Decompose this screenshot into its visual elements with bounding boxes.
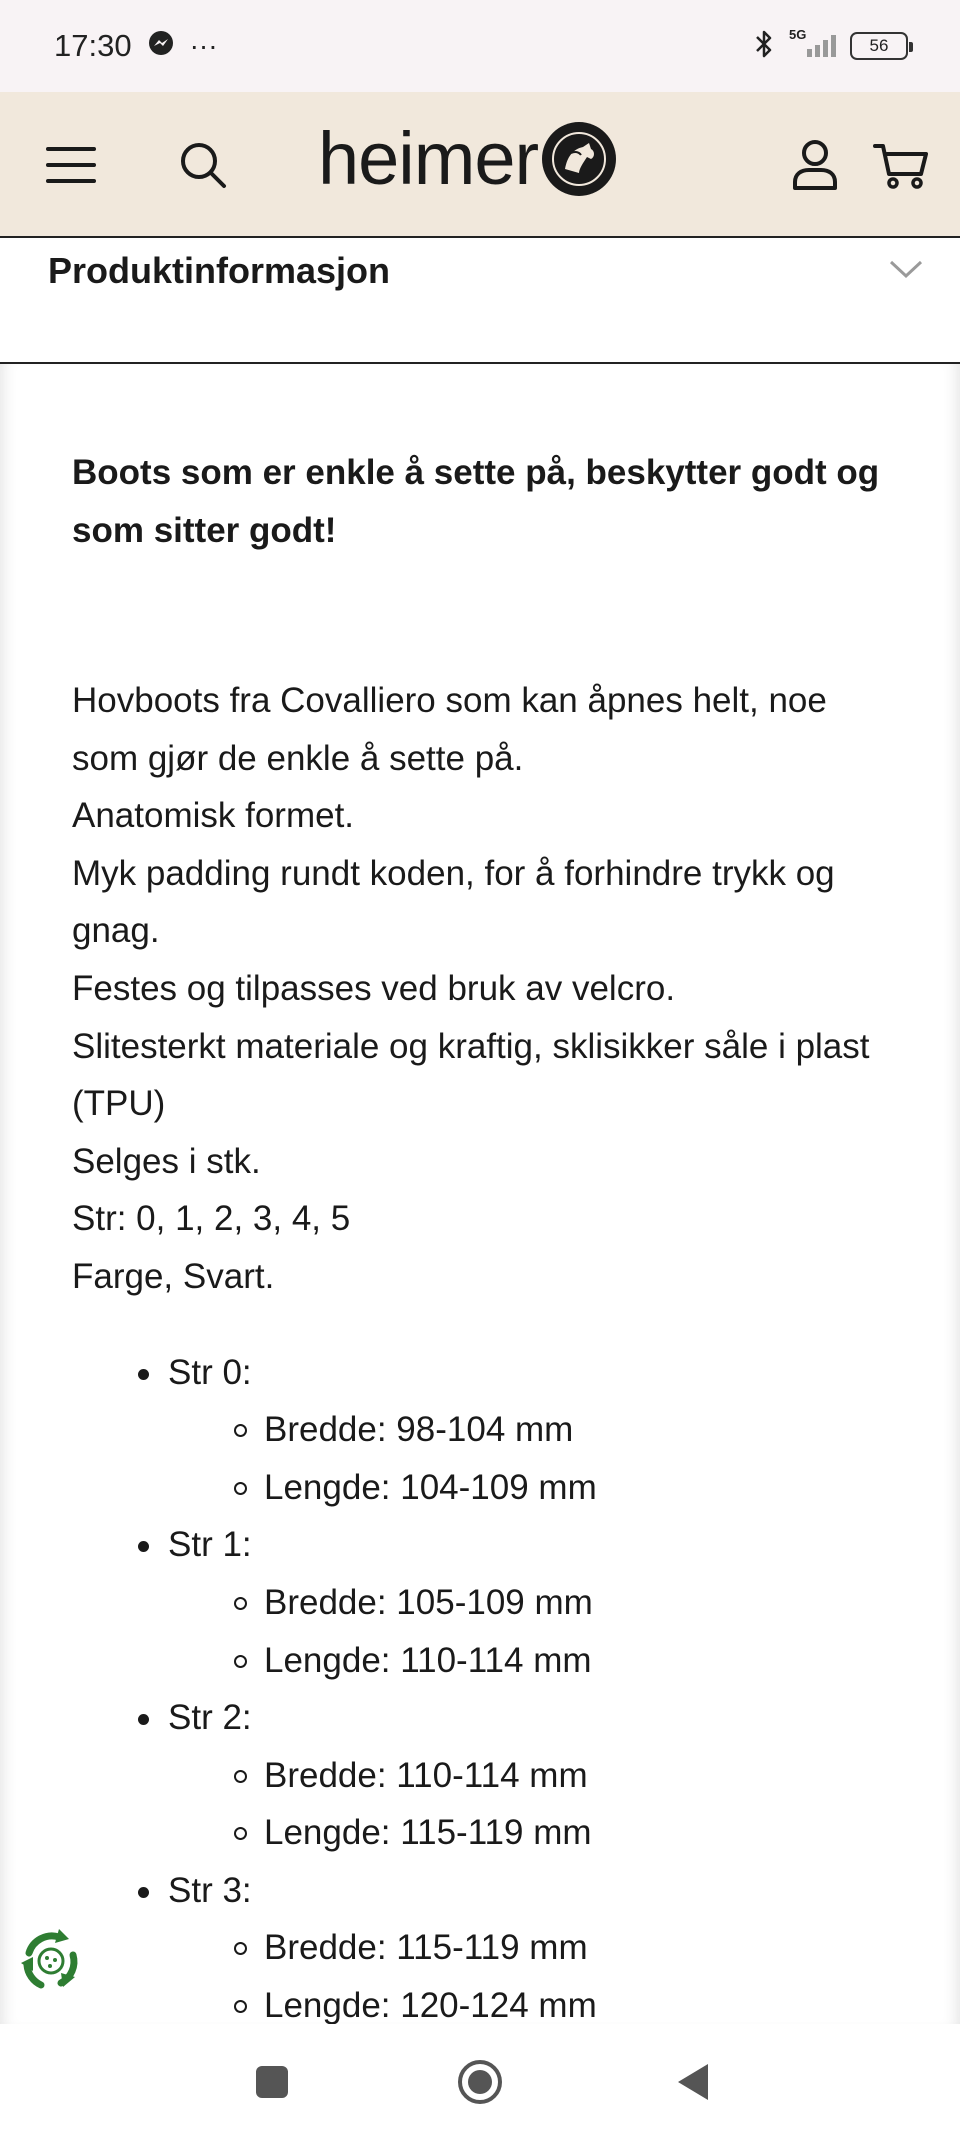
- cart-icon[interactable]: [866, 130, 936, 200]
- menu-icon[interactable]: [36, 130, 106, 200]
- horse-logo-icon: [542, 122, 616, 196]
- size-length: Lengde: 104-109 mm: [264, 1459, 888, 1517]
- size-item: [168, 1862, 888, 2024]
- description-line: Farge, Svart.: [72, 1256, 275, 1296]
- product-lead: Boots som er enkle å sette på, beskytter godt og som sitter godt!: [72, 453, 880, 550]
- size-dimensions: [168, 1401, 888, 1516]
- size-dimensions: [168, 1574, 888, 1689]
- description-line: Anatomisk formet.: [72, 796, 355, 836]
- description-line: Selges i stk.: [72, 1141, 261, 1181]
- system-nav-bar: [0, 2024, 960, 2136]
- heimer-logo[interactable]: [318, 117, 616, 200]
- messenger-icon: [148, 28, 174, 64]
- size-width: Bredde: 115-119 mm: [264, 1919, 888, 1977]
- size-length: Lengde: 115-119 mm: [264, 1804, 888, 1862]
- size-item: [168, 1689, 888, 1862]
- signal-icon: [789, 27, 836, 57]
- size-length: Lengde: 110-114 mm: [264, 1632, 888, 1690]
- size-item: [168, 1516, 888, 1689]
- product-description: [0, 364, 960, 2024]
- size-dimensions: [168, 1747, 888, 1862]
- size-label: Str 0:: [168, 1352, 252, 1392]
- size-label: Str 3:: [168, 1870, 252, 1910]
- description-line: Slitesterkt materiale og kraftig, sklisikker såle i plast (TPU): [72, 1026, 870, 1124]
- back-icon[interactable]: [664, 2054, 720, 2110]
- size-width: Bredde: 110-114 mm: [264, 1747, 888, 1805]
- size-length: Lengde: 120-124 mm: [264, 1977, 888, 2024]
- description-line: Festes og tilpasses ved bruk av velcro.: [72, 968, 676, 1008]
- description-line: Hovboots fra Covalliero som kan åpnes helt, noe som gjør de enkle å sette på.: [72, 681, 827, 778]
- home-icon[interactable]: [452, 2054, 508, 2110]
- product-info-accordion[interactable]: [0, 238, 960, 364]
- site-header: [0, 92, 960, 238]
- bluetooth-icon: [753, 28, 775, 65]
- chevron-down-icon[interactable]: [888, 258, 924, 285]
- size-label: Str 2:: [168, 1698, 252, 1738]
- recents-icon[interactable]: [244, 2054, 300, 2110]
- size-width: Bredde: 105-109 mm: [264, 1574, 888, 1632]
- status-bar: [0, 0, 960, 92]
- account-icon[interactable]: [780, 130, 850, 200]
- search-icon[interactable]: [168, 130, 238, 200]
- description-line: Str: 0, 1, 2, 3, 4, 5: [72, 1199, 351, 1239]
- description-line: Myk padding rundt koden, for å forhindre trykk og gnag.: [72, 853, 835, 951]
- more-notifications-icon: ···: [189, 30, 218, 61]
- accordion-title: Produktinformasjon: [48, 250, 391, 291]
- clock: 17:30: [54, 28, 132, 63]
- size-width: Bredde: 98-104 mm: [264, 1401, 888, 1459]
- size-list: [72, 1344, 888, 2024]
- size-label: Str 1:: [168, 1525, 252, 1565]
- battery-indicator: 56: [850, 32, 908, 60]
- description-text: [72, 672, 888, 1306]
- cookie-settings-icon[interactable]: [12, 1922, 90, 2000]
- size-dimensions: [168, 1919, 888, 2024]
- size-item: [168, 1344, 888, 1517]
- network-type-label: 5G: [789, 27, 807, 42]
- logo-text: heimer: [318, 117, 539, 200]
